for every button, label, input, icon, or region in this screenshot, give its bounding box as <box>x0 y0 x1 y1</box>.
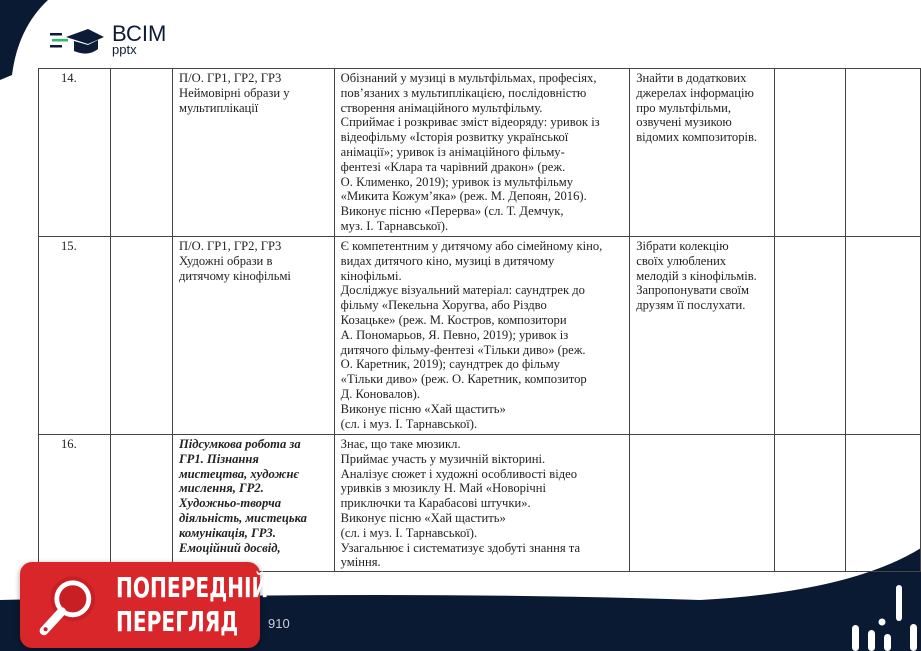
text-line: (сл. і муз. І. Тарнавської). <box>340 525 478 540</box>
text-line: кінофільмі. <box>340 268 402 283</box>
text-line: мультиплікації <box>179 100 259 115</box>
text-line: П/О. ГР1, ГР2, ГР3 <box>179 239 282 253</box>
cell-empty <box>775 69 846 237</box>
text-line: фільму «Пекельна Хоругва, або Різдво <box>340 298 547 313</box>
text-line: Неймовірні образи у <box>179 85 290 100</box>
text-line: Виконує пісню «Перерва» (сл. Т. Демчук, <box>340 204 564 219</box>
text-line: Художньо-творча <box>179 496 282 511</box>
text-line: уміння. <box>340 555 381 570</box>
lesson-plan-table <box>38 68 921 572</box>
homework-cell <box>630 237 775 435</box>
outcomes-cell <box>334 435 630 572</box>
text-line: друзям її послухати. <box>636 298 746 313</box>
text-line: своїх улюблених <box>636 253 727 268</box>
text-line: Обізнаний у музиці в мультфільмах, професіях, <box>340 71 597 85</box>
text-line: комунікація, ГР3. <box>179 525 276 540</box>
text-line: ГР1. Пізнання <box>179 451 259 466</box>
topic-cell <box>173 69 335 237</box>
preview-badge[interactable] <box>20 562 269 648</box>
text-line: Запропонувати своїм <box>636 283 750 298</box>
text-line: Д. Коновалов). <box>340 386 421 401</box>
preview-label-line1: ПОПЕРЕДНІЙ <box>116 571 269 604</box>
text-line: мистецтва, художнє <box>179 466 299 481</box>
text-line: пов’язаних з мультиплікацією, послідовністю <box>340 85 587 100</box>
text-line: Сприймає і розкриває зміст відеоряду: уривок із <box>340 115 600 130</box>
outcomes-cell <box>334 69 630 237</box>
text-line: джерелах інформацію <box>636 85 754 100</box>
text-line: «Тільки диво» (реж. О. Каретник, композитор <box>340 372 587 387</box>
text-line: А. Пономарьов, Я. Певно, 2019); уривок із <box>340 327 569 342</box>
cell-empty <box>846 435 921 572</box>
graduation-cap-icon <box>48 25 106 55</box>
text-line: анімації»; уривок із анімаційного фільму- <box>340 144 565 159</box>
text-line: уривків з мюзиклу Н. Май «Новорічні <box>340 481 547 496</box>
cell-empty <box>846 237 921 435</box>
topic-cell <box>173 435 335 572</box>
text-line: (сл. і муз. І. Тарнавської). <box>340 416 478 431</box>
text-line: створення анімаційного мультфільму. <box>340 100 543 115</box>
text-line: Знайти в додаткових <box>636 71 747 85</box>
cell-empty <box>775 435 846 572</box>
text-line: муз. І. Тарнавської). <box>340 218 449 233</box>
text-line: Знає, що таке мюзикл. <box>340 437 461 451</box>
text-line: Підсумкова робота за <box>179 437 301 451</box>
text-line: мислення, ГР2. <box>179 481 264 496</box>
text-line: Козацьке» (реж. М. Костров, композитори <box>340 312 567 327</box>
preview-label-line2: ПЕРЕГЛЯД <box>116 605 239 638</box>
text-line: озвучені музикою <box>636 115 732 130</box>
cell-empty <box>110 237 172 435</box>
topic-cell <box>173 237 335 435</box>
text-line: видах дитячого кіно, музиці в дитячому <box>340 253 555 268</box>
cell-empty <box>110 69 172 237</box>
text-line: Емоційний досвід, <box>179 540 281 555</box>
text-line: дитячому кінофільмі <box>179 268 291 283</box>
logo-subtitle: pptx <box>112 42 137 57</box>
text-line: Досліджує візуальний матеріал: саундтрек до <box>340 283 585 298</box>
text-line: діяльність, мистецька <box>179 510 307 525</box>
text-line: «Микита Кожум’яка» (реж. М. Депоян, 2016). <box>340 189 587 204</box>
text-line: О. Клименко, 2019); уривок із мультфільму <box>340 174 573 189</box>
text-line: про мультфільми, <box>636 100 732 115</box>
text-line: П/О. ГР1, ГР2, ГР3 <box>179 71 282 85</box>
outcomes-cell <box>334 237 630 435</box>
table-row <box>39 237 921 435</box>
text-line: Аналізує сюжет і художні особливості відео <box>340 466 578 481</box>
text-line: приключки та Карабасові штучки». <box>340 496 531 511</box>
text-line: Виконує пісню «Хай щастить» <box>340 401 506 416</box>
text-line: дитячого фільму-фентезі «Тільки диво» (реж. <box>340 342 586 357</box>
table-row <box>39 69 921 237</box>
table-row <box>39 435 921 572</box>
homework-cell <box>630 69 775 237</box>
row-number: 14. <box>39 69 111 237</box>
logo <box>48 21 167 57</box>
logo-title: ВСІМ <box>112 21 167 46</box>
row-number: 16. <box>39 435 111 572</box>
text-line: фентезі «Клара та чарівний дракон» (реж. <box>340 159 566 174</box>
magnifier-icon <box>32 570 104 642</box>
text-line: О. Каретник, 2019); саундтрек до фільму <box>340 357 560 372</box>
row-number: 15. <box>39 237 111 435</box>
text-line: Узагальнює і систематизує здобуті знання та <box>340 540 581 555</box>
text-line: Виконує пісню «Хай щастить» <box>340 510 506 525</box>
text-line: Зібрати колекцію <box>636 239 729 253</box>
cell-empty <box>846 69 921 237</box>
text-line: відомих композиторів. <box>636 130 758 145</box>
cell-empty <box>110 435 172 572</box>
cell-empty <box>775 237 846 435</box>
text-line: мелодій з кінофільмів. <box>636 268 757 283</box>
text-line: Художні образи в <box>179 253 273 268</box>
text-line: Приймає участь у музичній вікторині. <box>340 451 546 466</box>
text-line: відеофільму «Історія розвитку української <box>340 130 569 145</box>
page-number: 910 <box>268 616 290 631</box>
text-line: Є компетентним у дитячому або сімейному кіно, <box>340 239 603 253</box>
homework-cell <box>630 435 775 572</box>
